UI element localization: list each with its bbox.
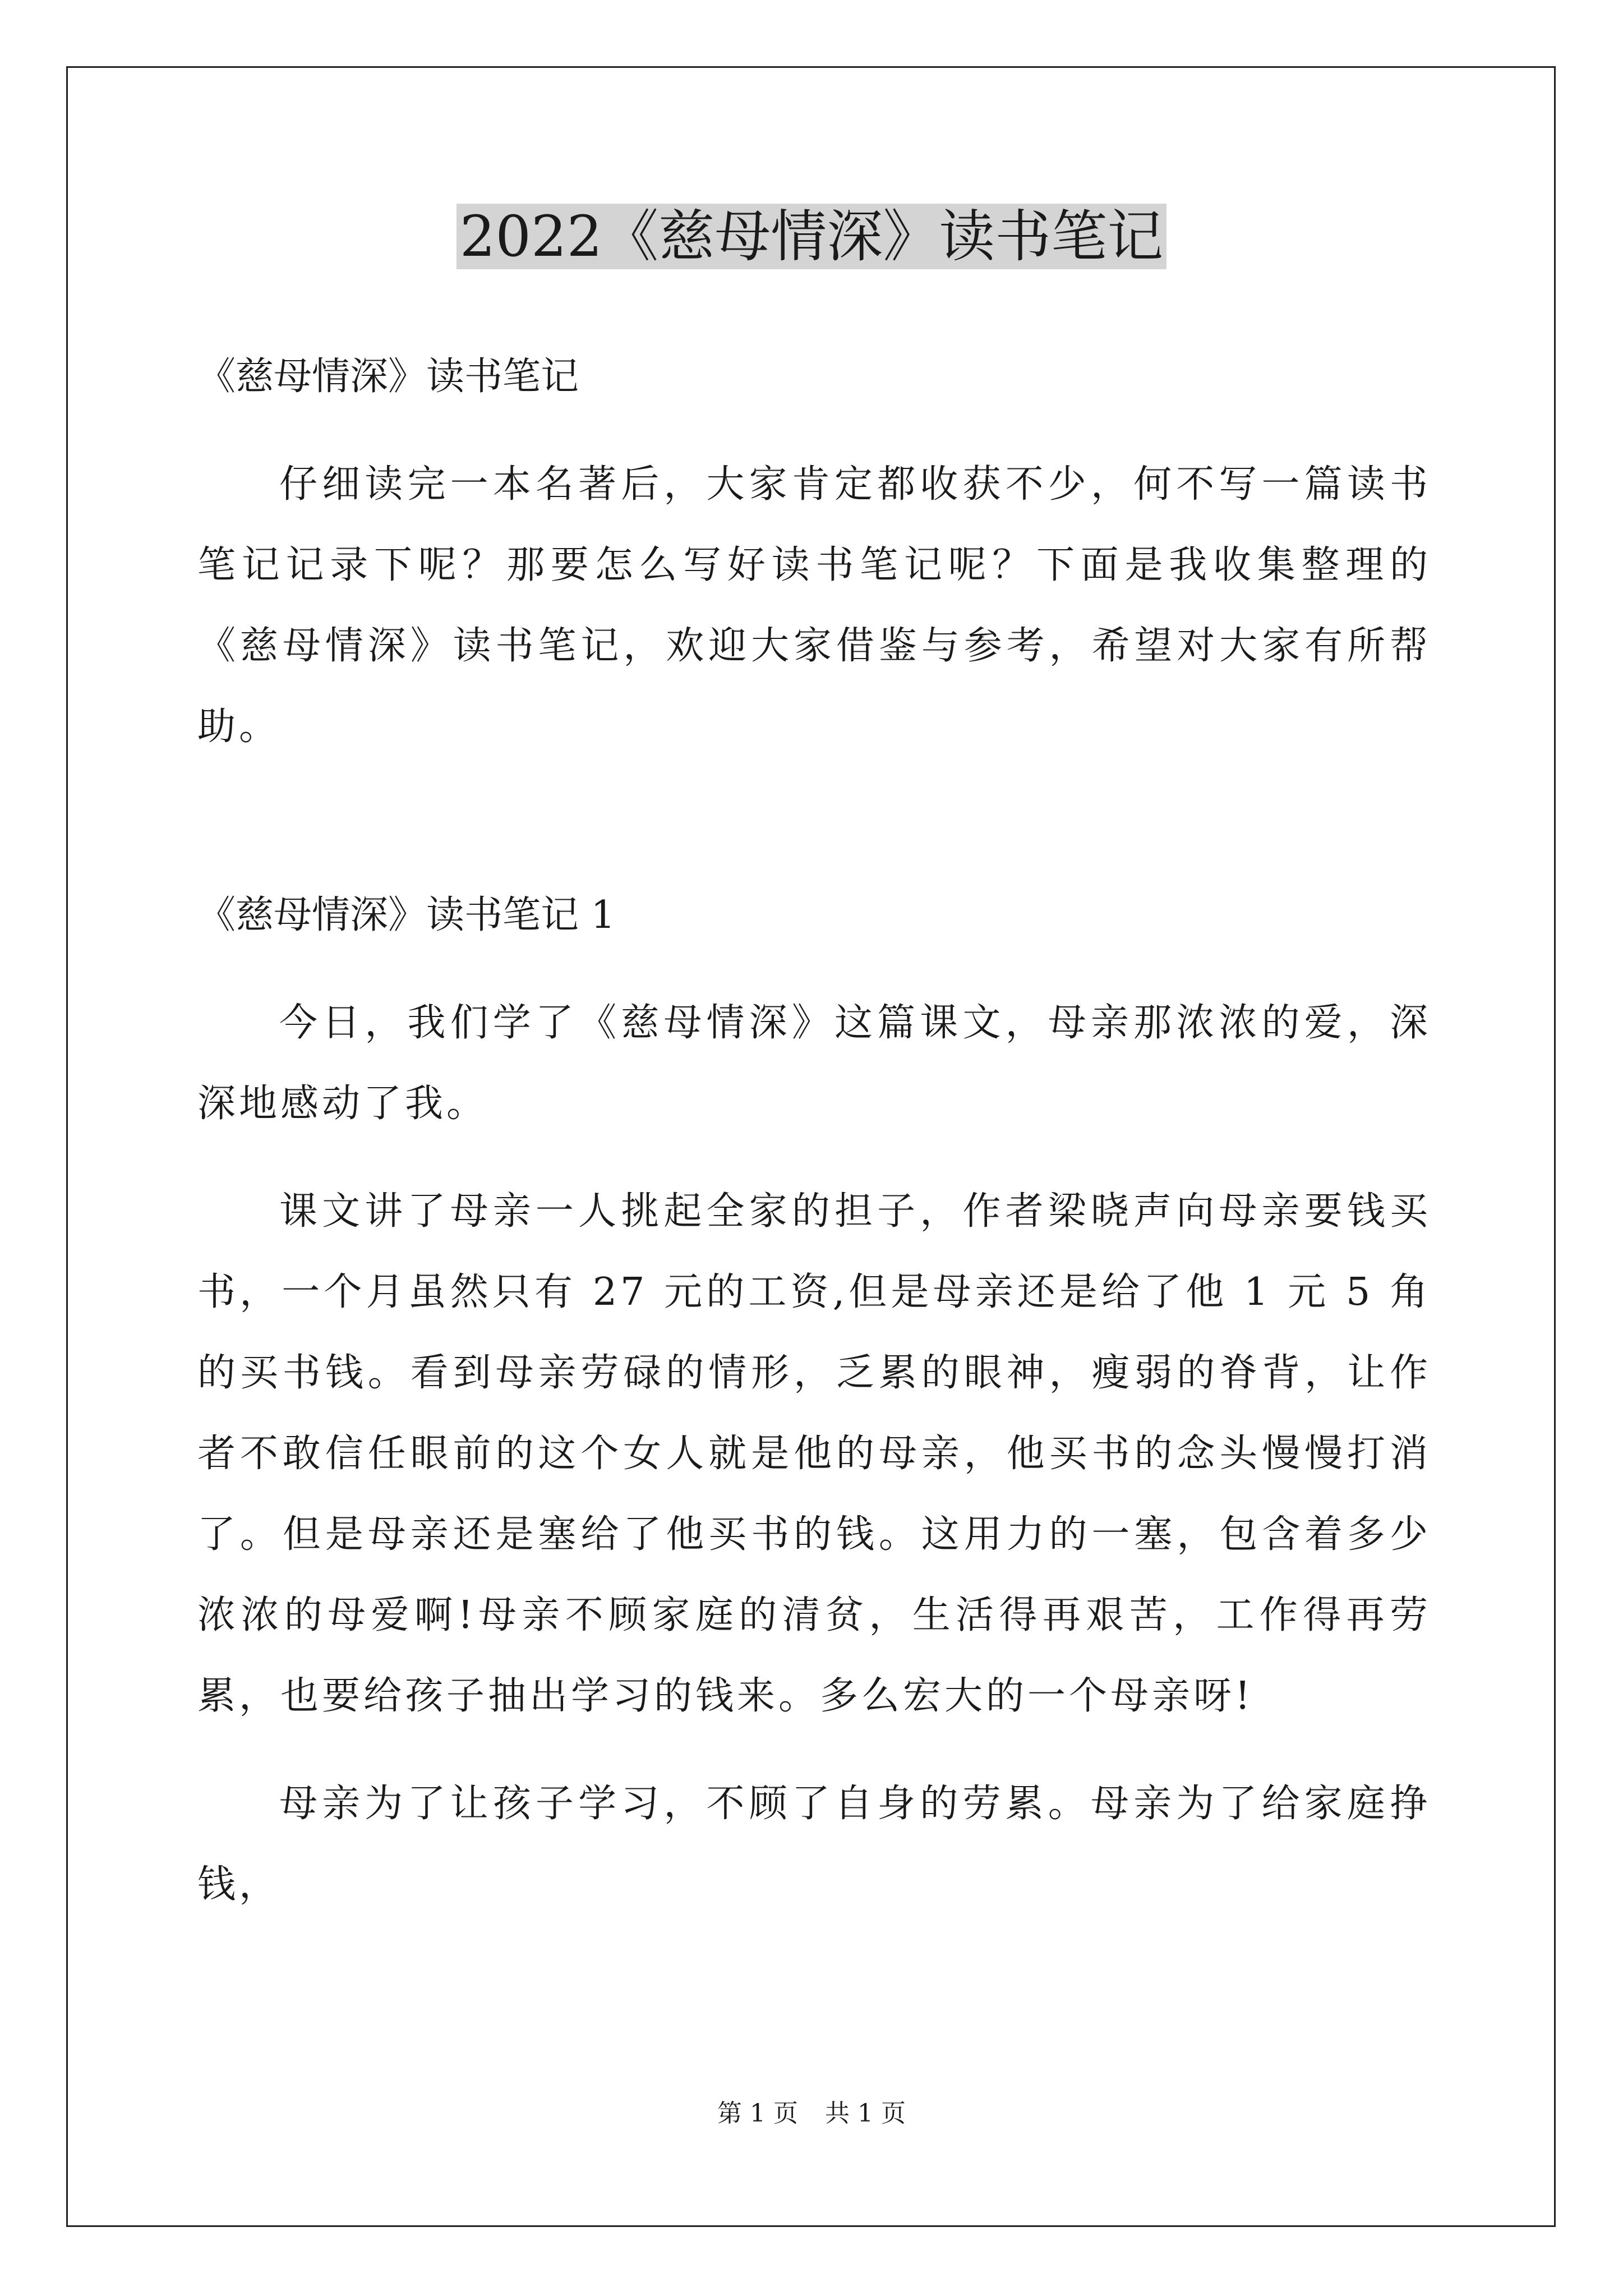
page-number: 第 1 页 xyxy=(717,2099,798,2128)
page-footer xyxy=(0,2097,1623,2131)
body-paragraph-2: 课文讲了母亲一人挑起全家的担子，作者梁晓声向母亲要钱买书，一个月虽然只有 27 元的工资,但是母亲还是给了他 1 元 5 角的买书钱。看到母亲劳碌的情形，乏累的眼神，瘦弱的脊背，让作者不敢信任眼前的这个女人就是他的母亲，他买书的念头慢慢打消了。但是母亲还是塞给了他买书的钱。这用力的一塞，包含着多少浓浓的母爱啊!母亲不顾家庭的清贫，生活得再艰苦，工作得再劳累，也要给孩子抽出学习的钱来。多么宏大的一个母亲呀! xyxy=(197,1189,1431,1718)
document-body xyxy=(197,337,1431,1925)
intro-paragraph: 仔细读完一本名著后，大家肯定都收获不少，何不写一篇读书笔记记录下呢？那要怎么写好读书笔记呢？下面是我收集整理的《慈母情深》读书笔记，欢迎大家借鉴与参考，希望对大家有所帮助。 xyxy=(197,462,1431,749)
page-total: 共 1 页 xyxy=(825,2099,906,2128)
body-paragraph-1: 今日，我们学了《慈母情深》这篇课文，母亲那浓浓的爱，深深地感动了我。 xyxy=(197,1001,1431,1126)
section-spacer xyxy=(197,767,1431,848)
document-title-text: 2022《慈母情深》读书笔记 xyxy=(457,204,1167,269)
section-heading: 《慈母情深》读书笔记 xyxy=(197,355,579,399)
body-paragraph-3: 母亲为了让孩子学习，不顾了自身的劳累。母亲为了给家庭挣钱， xyxy=(197,1782,1431,1907)
document-title xyxy=(0,197,1623,276)
section-1-heading: 《慈母情深》读书笔记 1 xyxy=(197,893,615,937)
